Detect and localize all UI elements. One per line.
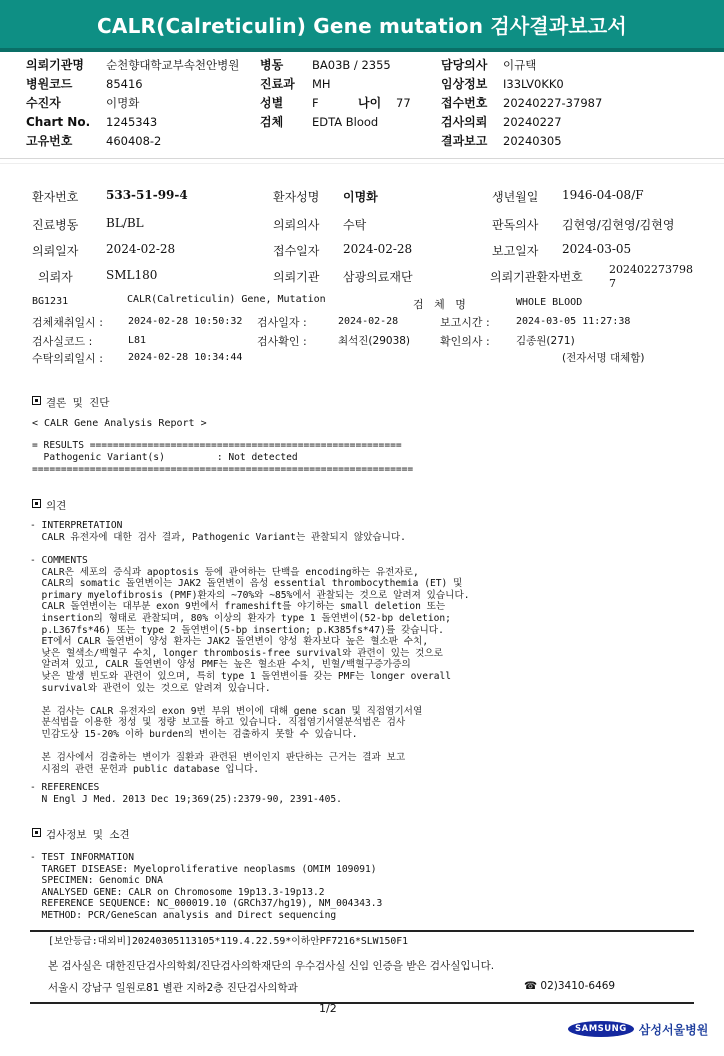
test-code: BG1231 <box>32 296 69 307</box>
value-requesting-institution: 순천향대학교부속천안병원 <box>106 58 240 72</box>
certification-text: 본 검사실은 대한진단검사의학회/진단검사의학재단의 우수검사실 신임 인증을 받은 검사실입니다. <box>48 960 495 972</box>
section-bullet-icon <box>32 828 41 837</box>
label-attending-doctor: 담당의사 <box>441 58 488 72</box>
opinion-heading <box>32 498 66 513</box>
value-org-patient-no: 202402273798 <box>609 263 693 276</box>
lab-phone: ☎ 02)3410-6469 <box>524 980 616 992</box>
lab-address: 서울시 강남구 일원로81 별관 지하2층 진단검사의학과 <box>48 982 298 994</box>
label-reading-doctor: 판독의사 <box>492 218 539 232</box>
conclusion-heading-text: 결론 및 진단 <box>46 397 110 409</box>
label-report-date: 보고일자 <box>492 244 539 258</box>
value-collection-time: 2024-02-28 10:50:32 <box>128 316 243 327</box>
results-divider-bottom: ================================================================== <box>32 464 414 475</box>
test-info-heading <box>32 827 130 842</box>
header-column-2 <box>260 56 411 132</box>
value-receipt-date: 2024-02-28 <box>343 242 413 256</box>
label-test-confirm: 검사확인 : <box>257 335 307 348</box>
label-clinical-info: 임상정보 <box>441 77 488 91</box>
comments-text: - COMMENTS CALR은 세포의 증식과 apoptosis 등에 관여하는 단백을 encoding하는 유전자로, CALR의 somatic 돌연변이는 JAK2 돌연변이 음성 essential thrombocythemia (ET) 및 primary myelofibrosis (PMF)환자의 ~70%와 ~85%에서 관찰되는 것으로 알려져 있습니다. CALR 돌연변이는 대부분 exon 9번에서 frameshift를 야기하는 small deletion 또는 insertion의 형태로 관찰되며, 80% 이상의 환자가 type 1 돌연변이(52-bp deletion; p.L367fs*46) 또는 type 2 돌연변이(5-bp insertion; p.K385fs*47)를 갖습니다. ET에서 CALR 돌연변이 양성 환자는 JAK2 돌연변이 양성 환자보다 높은 혈소판 수치, 낮은 혈색소/백혈구 수치, longer thrombosis-free survival와 관련이 있는 것으로 알려져 있고, CALR 돌연변이 양성 PMF는 높은 혈소판 수치, 빈혈/백혈구증가증의 낮은 발생 빈도와 관련이 있으며, 특히 type 1 돌연변이를 갖는 PMF는 longer overall survival와 관련이 있는 것으로 알려져 있습니다. 본 검사는 CALR 유전자의 exon 9번 부위 변이에 대해 gene scan 및 직접염기서열 분석법을 이용한 정성 및 정량 보고를 하고 있습니다. 직접염기서열분석법은 검사 민감도상 15-20% 이하 burden의 변이는 검출하지 못할 수 있습니다. 본 검사에서 검출하는 변이가 질환과 관련된 변이인지 판단하는 근거는 결과 보고 시점의 관련 문헌과 public database 입니다. <box>30 555 470 775</box>
value-specimen: EDTA Blood <box>312 115 379 129</box>
page-number: 1/2 <box>319 1002 337 1015</box>
label-chart-no: Chart No. <box>26 115 91 129</box>
results-divider-top: = RESULTS ====================================================== <box>32 440 402 451</box>
label-collection-time: 검체채취일시 : <box>32 316 103 329</box>
label-consign-time: 수탁의뢰일시 : <box>32 352 103 365</box>
value-specimen-name: WHOLE BLOOD <box>516 297 583 308</box>
label-requesting-org: 의뢰기관 <box>273 270 320 284</box>
label-patient-no: 환자번호 <box>32 190 79 204</box>
label-requester: 의뢰자 <box>38 270 73 284</box>
header-divider <box>0 158 724 159</box>
value-report-date: 2024-03-05 <box>562 242 632 256</box>
label-test-date: 검사일자 : <box>257 316 307 329</box>
references-text: - REFERENCES N Engl J Med. 2013 Dec 19;369(25):2379-90, 2391-405. <box>30 782 342 805</box>
label-request-date: 의뢰일자 <box>32 244 79 258</box>
label-ward-dept: 진료병동 <box>32 218 79 232</box>
report-title: CALR(Calreticulin) Gene mutation 검사결과보고서 <box>97 13 627 38</box>
value-ward-dept: BL/BL <box>106 216 144 230</box>
value-department: MH <box>312 77 331 91</box>
test-name: CALR(Calreticulin) Gene, Mutation <box>127 294 326 305</box>
value-report-time: 2024-03-05 11:27:38 <box>516 316 631 327</box>
value-receipt-no: 20240227-37987 <box>503 96 603 110</box>
label-ward: 병동 <box>260 58 284 72</box>
label-examinee: 수진자 <box>26 96 61 110</box>
test-information-text: - TEST INFORMATION TARGET DISEASE: Myeloproliferative neoplasms (OMIM 109091) SPECIMEN: Genomic DNA ANALYSED GENE: CALR on Chromosome 19p13.3-19p13.2 REFERENCE SEQUENCE: NC_000019.10 (GRCh37/hg19), NM_004343.3 METHOD: PCR/GeneScan analysis and Direct sequencing <box>30 852 383 921</box>
label-requesting-institution: 의뢰기관명 <box>26 58 84 72</box>
value-patient-name: 이명화 <box>343 190 378 204</box>
section-bullet-icon <box>32 499 41 508</box>
label-receipt-date: 접수일자 <box>273 244 320 258</box>
label-org-patient-no: 의뢰기관환자번호 <box>490 270 583 284</box>
section-bullet-icon <box>32 396 41 405</box>
value-age: 77 <box>396 96 411 110</box>
test-info-heading-text: 검사정보 및 소견 <box>46 829 130 841</box>
value-test-request: 20240227 <box>503 115 562 129</box>
samsung-logo: SAMSUNG <box>568 1021 634 1037</box>
security-line: [보안등급:대외비]20240305113105*119.4.22.59*이하안PF7216*SLW150F1 <box>48 936 409 947</box>
label-birth-date: 생년월일 <box>492 190 539 204</box>
label-specimen-name: 검 체 명 <box>413 298 466 311</box>
value-hospital-code: 85416 <box>106 77 143 91</box>
value-birth-date: 1946-04-08/F <box>562 188 644 202</box>
conclusion-heading <box>32 395 109 410</box>
value-org-patient-no-cont: 7 <box>609 277 616 290</box>
value-confirm-doctor: 김종원(271) <box>516 335 575 347</box>
label-referring-doctor: 의뢰의사 <box>273 218 320 232</box>
value-consign-time: 2024-02-28 10:34:44 <box>128 352 243 363</box>
results-row: Pathogenic Variant(s) : Not detected <box>32 452 298 463</box>
value-reading-doctor: 김현영/김현영/김현영 <box>562 218 675 232</box>
label-department: 진료과 <box>260 77 295 91</box>
analysis-report-title: < CALR Gene Analysis Report > <box>32 418 207 429</box>
label-test-request: 검사의뢰 <box>441 115 488 129</box>
value-ward: BA03B / 2355 <box>312 58 391 72</box>
label-sex: 성별 <box>260 96 284 110</box>
label-confirm-doctor: 확인의사 : <box>440 335 490 348</box>
value-examinee: 이명화 <box>106 96 140 110</box>
report-title-banner <box>0 0 724 52</box>
value-test-confirm: 최석진(29038) <box>338 335 411 347</box>
value-test-date: 2024-02-28 <box>338 316 399 327</box>
header-divider-shadow <box>0 163 724 164</box>
hospital-name: 삼성서울병원 <box>638 1022 709 1037</box>
value-referring-doctor: 수탁 <box>343 218 367 232</box>
value-clinical-info: I33LV0KK0 <box>503 77 564 91</box>
value-requester: SML180 <box>106 268 158 282</box>
footer-box <box>30 930 694 1004</box>
value-attending-doctor: 이규택 <box>503 58 537 72</box>
value-sex: F <box>312 96 319 110</box>
hospital-logo <box>568 1018 708 1040</box>
label-receipt-no: 접수번호 <box>441 96 488 110</box>
value-request-date: 2024-02-28 <box>106 242 176 256</box>
value-patient-no: 533-51-99-4 <box>106 188 188 202</box>
label-age: 나이 <box>358 96 382 110</box>
header-column-1 <box>26 56 239 151</box>
value-lab-code: L81 <box>128 335 147 346</box>
value-result-report: 20240305 <box>503 134 562 148</box>
label-unique-no: 고유번호 <box>26 134 73 148</box>
opinion-heading-text: 의견 <box>46 500 67 512</box>
label-hospital-code: 병원코드 <box>26 77 73 91</box>
label-patient-name: 환자성명 <box>273 190 320 204</box>
value-unique-no: 460408-2 <box>106 134 162 148</box>
interpretation-text: - INTERPRETATION CALR 유전자에 대한 검사 결과, Pathogenic Variant는 관찰되지 않았습니다. <box>30 520 406 543</box>
label-lab-code: 검사실코드 : <box>32 335 93 348</box>
label-report-time: 보고시간 : <box>440 316 490 329</box>
label-result-report: 결과보고 <box>441 134 488 148</box>
value-chart-no: 1245343 <box>106 115 158 129</box>
header-column-3 <box>441 56 602 151</box>
value-requesting-org: 삼광의료재단 <box>343 270 413 284</box>
label-specimen: 검체 <box>260 115 284 129</box>
e-signature-note: (전자서명 대체함) <box>562 352 645 364</box>
